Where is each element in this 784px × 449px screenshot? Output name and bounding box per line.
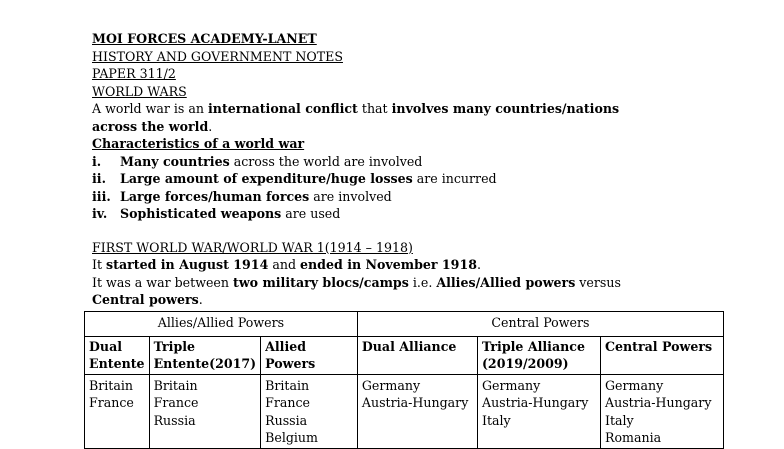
powers-table: [84, 311, 724, 449]
column-header: Triple Entente(2017): [149, 336, 261, 374]
school-title: MOI FORCES ACADEMY-LANET: [92, 31, 317, 46]
country-list: Britain France Russia: [149, 374, 261, 448]
column-header: Dual Entente: [85, 336, 150, 374]
list-item: iii. Large forces/human forces are involved: [92, 188, 392, 204]
characteristics-heading: Characteristics of a world war: [92, 136, 305, 151]
country-list: Germany Austria-Hungary: [357, 374, 477, 448]
country-list: Britain France Russia Belgium: [261, 374, 358, 448]
central-group-header: Central Powers: [357, 312, 723, 337]
topic-title: WORLD WARS: [92, 83, 187, 99]
table-row: [85, 336, 724, 374]
column-header: Allied Powers: [261, 336, 358, 374]
column-header: Triple Alliance (2019/2009): [477, 336, 600, 374]
column-header: Dual Alliance: [357, 336, 477, 374]
notes-title: HISTORY AND GOVERNMENT NOTES: [92, 48, 343, 64]
list-item: ii. Large amount of expenditure/huge losses are incurred: [92, 171, 497, 186]
paper-code: PAPER 311/2: [92, 66, 176, 81]
ww1-blocs: It was a war between two military blocs/camps i.e. Allies/Allied powers versus Central powers.: [92, 274, 621, 307]
ww1-heading: FIRST WORLD WAR/WORLD WAR 1(1914 – 1918): [92, 239, 413, 255]
allies-group-header: Allies/Allied Powers: [85, 312, 358, 337]
document-body: [92, 30, 652, 309]
table-row: [85, 374, 724, 448]
characteristics-list: [92, 153, 652, 223]
column-header: Central Powers: [600, 336, 723, 374]
ww1-dates: It started in August 1914 and ended in November 1918.: [92, 257, 481, 272]
country-list: Germany Austria-Hungary Italy Romania: [600, 374, 723, 448]
country-list: Britain France: [85, 374, 150, 448]
table-row: [85, 312, 724, 337]
world-war-definition: A world war is an international conflict that involves many countries/nations across the world.: [92, 101, 620, 134]
country-list: Germany Austria-Hungary Italy: [477, 374, 600, 448]
list-item: iv. Sophisticated weapons are used: [92, 206, 341, 221]
list-item: i. Many countries across the world are involved: [92, 153, 423, 169]
